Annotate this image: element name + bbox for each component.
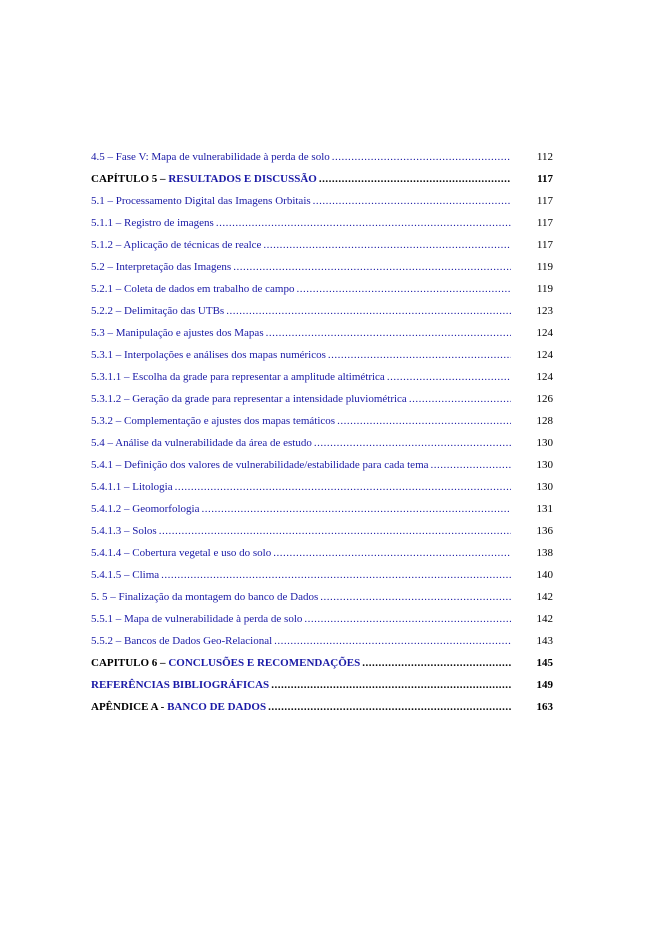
dot-leader	[314, 432, 511, 454]
page-number: 130	[536, 481, 553, 493]
dot-leader	[273, 542, 511, 564]
toc-entry[interactable]	[91, 212, 553, 234]
page-number: 163	[536, 701, 553, 713]
toc-entry-label: 5. 5 – Finalização da montagem do banco de Dados	[91, 591, 319, 603]
dot-leader	[313, 190, 511, 212]
page-number: 126	[536, 393, 553, 405]
toc-entry-label: 5.3.1.1 – Escolha da grade para representar a amplitude altimétrica	[91, 371, 385, 383]
toc-entry-label: 5.2 – Interpretação das Imagens	[91, 261, 232, 273]
dot-leader	[274, 630, 511, 652]
dot-leader	[201, 498, 511, 520]
toc-entry[interactable]	[91, 190, 553, 212]
page-number: 124	[536, 327, 553, 339]
page-number: 123	[536, 305, 553, 317]
toc-entry-label: 5.4.1.5 – Clima	[91, 569, 160, 581]
dot-leader	[161, 564, 511, 586]
toc-entry-label: 5.4.1.2 – Geomorfologia	[91, 503, 200, 515]
toc-entry-label	[91, 674, 269, 696]
page-number: 124	[536, 371, 553, 383]
toc-entry-label	[91, 652, 360, 674]
page-number: 143	[536, 635, 553, 647]
toc-entry-label: 5.5.1 – Mapa de vulnerabilidade à perda de solo	[91, 613, 303, 625]
toc-entry[interactable]	[91, 234, 553, 256]
toc-entry-label: 5.1 – Processamento Digital das Imagens Orbitais	[91, 195, 311, 207]
toc-entry[interactable]	[91, 388, 553, 410]
toc-chapter-entry[interactable]	[91, 696, 553, 718]
toc-chapter-entry[interactable]	[91, 674, 553, 696]
toc-entry[interactable]	[91, 498, 553, 520]
page-number: 136	[536, 525, 553, 537]
toc-entry[interactable]	[91, 454, 553, 476]
dot-leader	[159, 520, 511, 542]
dot-leader	[409, 388, 511, 410]
toc-entry[interactable]	[91, 630, 553, 652]
table-of-contents	[91, 146, 553, 718]
toc-entry-label: 5.3.1.2 – Geração da grade para representar a intensidade pluviométrica	[91, 393, 407, 405]
page-number: 130	[536, 459, 553, 471]
page-number: 124	[536, 349, 553, 361]
dot-leader	[362, 652, 511, 674]
toc-entry[interactable]	[91, 366, 553, 388]
dot-leader	[320, 586, 511, 608]
dot-leader	[387, 366, 511, 388]
dot-leader	[304, 608, 511, 630]
toc-entry[interactable]	[91, 256, 553, 278]
page-number: 138	[536, 547, 553, 559]
chapter-number: CAPITULO 6 –	[91, 657, 169, 669]
toc-entry[interactable]	[91, 278, 553, 300]
toc-entry[interactable]	[91, 542, 553, 564]
dot-leader	[337, 410, 511, 432]
page-number: 131	[536, 503, 553, 515]
toc-entry-label: 5.4.1.3 – Solos	[91, 525, 157, 537]
dot-leader	[431, 454, 511, 476]
toc-entry[interactable]	[91, 608, 553, 630]
page-number: 119	[536, 261, 553, 273]
toc-entry[interactable]	[91, 432, 553, 454]
page-number: 149	[536, 679, 553, 691]
toc-entry-label: 5.3.1 – Interpolações e análises dos mapas numéricos	[91, 349, 326, 361]
page-number: 117	[536, 217, 553, 229]
dot-leader	[332, 146, 511, 168]
page-number: 145	[536, 657, 553, 669]
toc-entry-label: 5.1.1 – Registro de imagens	[91, 217, 214, 229]
chapter-title: CONCLUSÕES E RECOMENDAÇÕES	[168, 657, 361, 669]
dot-leader	[319, 168, 511, 190]
toc-entry-label	[91, 168, 317, 190]
dot-leader	[271, 674, 511, 696]
toc-chapter-entry[interactable]	[91, 652, 553, 674]
dot-leader	[233, 256, 511, 278]
page-number: 119	[536, 283, 553, 295]
toc-entry-label: 5.5.2 – Bancos de Dados Geo-Relacional	[91, 635, 273, 647]
toc-entry-label: 5.4.1 – Definição dos valores de vulnerabilidade/estabilidade para cada tema	[91, 459, 429, 471]
toc-entry-label: 5.1.2 – Aplicação de técnicas de realce	[91, 239, 262, 251]
toc-entry-label: 5.2.2 – Delimitação das UTBs	[91, 305, 225, 317]
chapter-number: CAPÍTULO 5 –	[91, 173, 169, 185]
toc-entry-label: 5.2.1 – Coleta de dados em trabalho de campo	[91, 283, 295, 295]
toc-entry[interactable]	[91, 586, 553, 608]
page-number: 112	[536, 151, 553, 163]
toc-entry[interactable]	[91, 520, 553, 542]
page-number: 142	[536, 613, 553, 625]
page-number: 117	[537, 173, 553, 185]
toc-entry-label	[91, 696, 266, 718]
toc-entry[interactable]	[91, 344, 553, 366]
chapter-title: RESULTADOS E DISCUSSÃO	[168, 173, 317, 185]
page-number: 128	[536, 415, 553, 427]
page-number: 117	[536, 239, 553, 251]
chapter-title: REFERÊNCIAS BIBLIOGRÁFICAS	[91, 679, 270, 691]
chapter-title: BANCO DE DADOS	[167, 701, 267, 713]
chapter-number: APÊNDICE A -	[91, 701, 168, 713]
dot-leader	[268, 696, 511, 718]
toc-entry[interactable]	[91, 146, 553, 168]
dot-leader	[216, 212, 511, 234]
toc-entry-label: 5.4.1.4 – Cobertura vegetal e uso do solo	[91, 547, 272, 559]
page-number: 130	[536, 437, 553, 449]
dot-leader	[263, 234, 511, 256]
page-number: 117	[536, 195, 553, 207]
toc-entry[interactable]	[91, 300, 553, 322]
toc-entry[interactable]	[91, 476, 553, 498]
toc-entry-label: 5.3.2 – Complementação e ajustes dos mapas temáticos	[91, 415, 336, 427]
dot-leader	[266, 322, 511, 344]
toc-entry-label: 5.4 – Análise da vulnerabilidade da área de estudo	[91, 437, 312, 449]
toc-entry[interactable]	[91, 322, 553, 344]
page-number: 140	[536, 569, 553, 581]
toc-entry-label: 5.4.1.1 – Litologia	[91, 481, 173, 493]
toc-entry[interactable]	[91, 564, 553, 586]
dot-leader	[328, 344, 511, 366]
toc-entry-label: 5.3 – Manipulação e ajustes dos Mapas	[91, 327, 264, 339]
page-number: 142	[536, 591, 553, 603]
toc-chapter-entry[interactable]	[91, 168, 553, 190]
dot-leader	[226, 300, 511, 322]
toc-entry-label: 4.5 – Fase V: Mapa de vulnerabilidade à perda de solo	[91, 151, 330, 163]
dot-leader	[175, 476, 511, 498]
toc-entry[interactable]	[91, 410, 553, 432]
dot-leader	[296, 278, 511, 300]
